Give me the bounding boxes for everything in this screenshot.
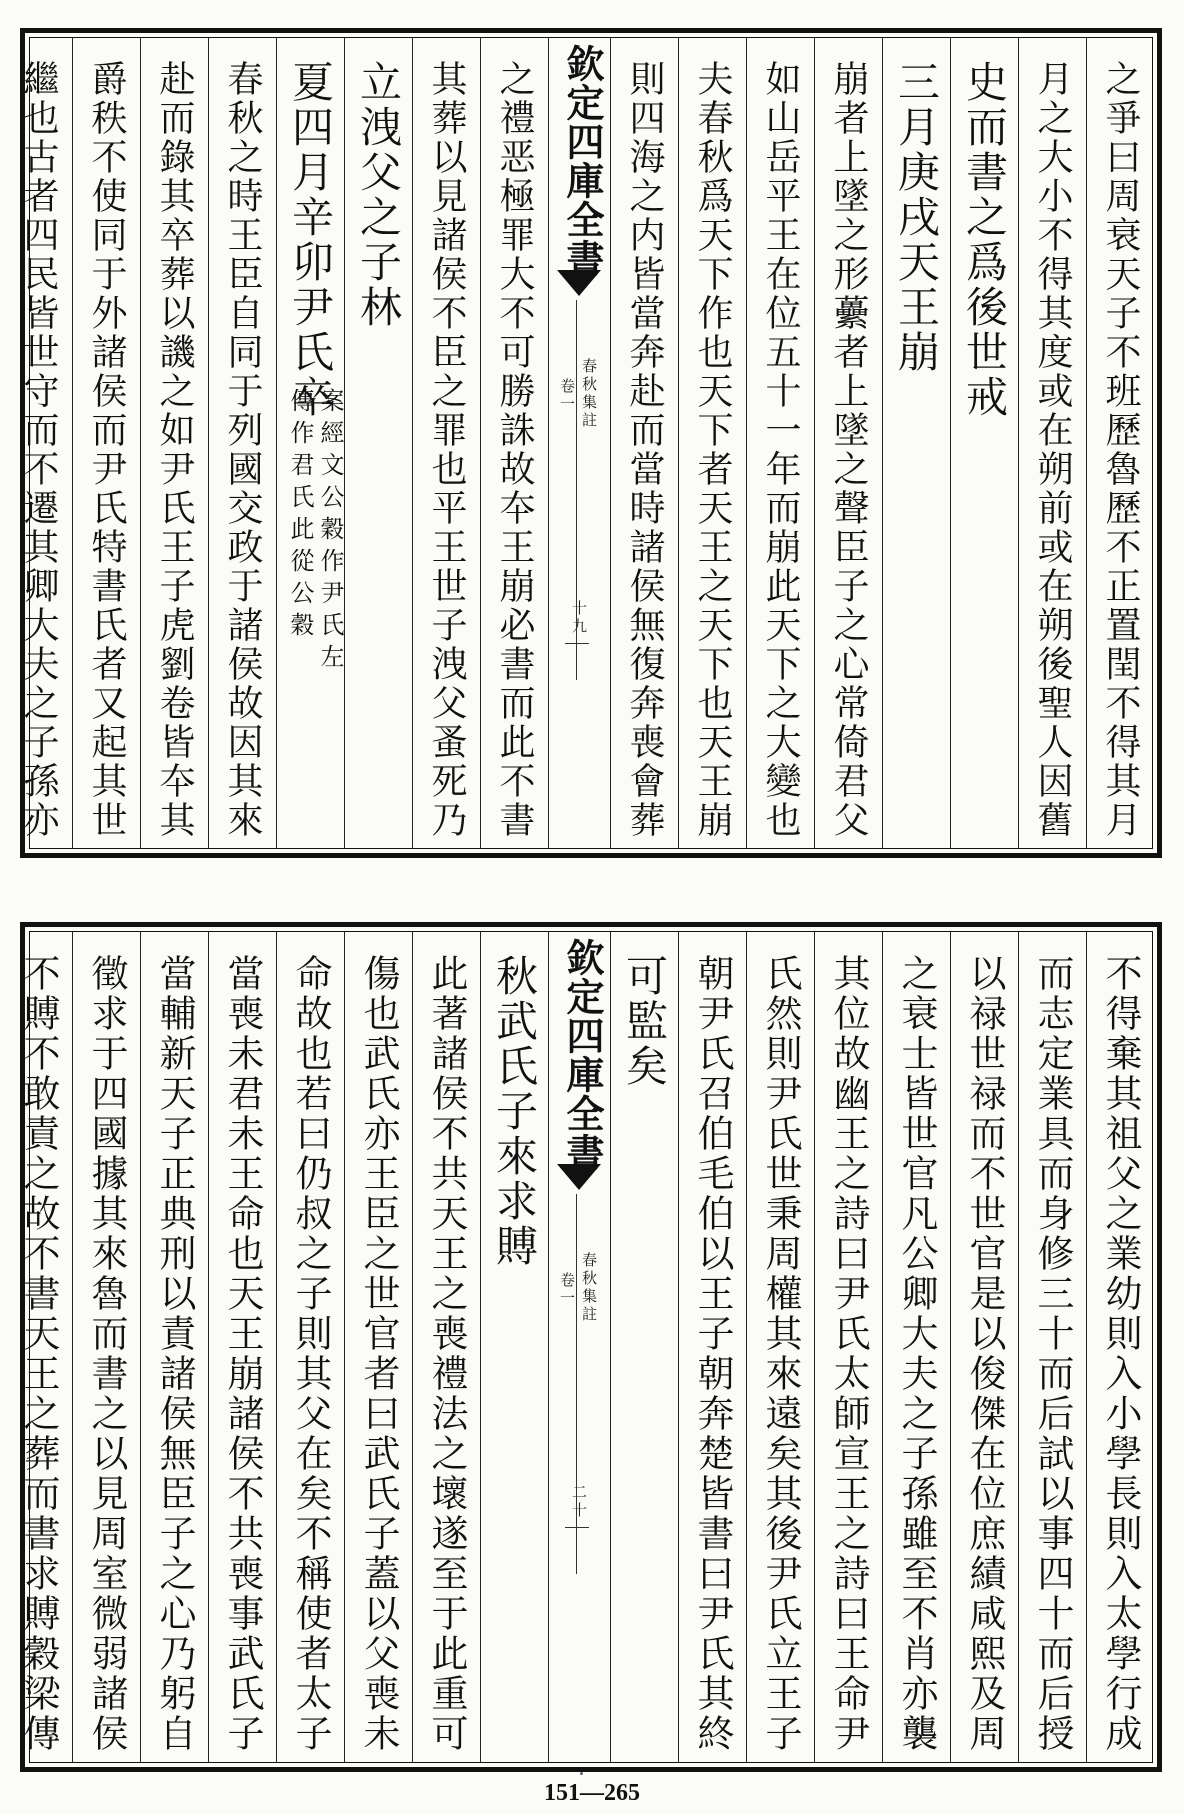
column-text: 之禮恶極罪大不可勝誅故夲王崩必書而此不書 <box>494 60 535 840</box>
column-text: 夫春秋爲天下作也天下者天王之天下也天王崩 <box>692 60 733 840</box>
fishtail-mark-icon <box>557 1164 601 1194</box>
text-column <box>72 38 140 848</box>
column-text: 三月庚戌天王崩 <box>892 60 941 375</box>
column-text: 當輔新天子正典刑以責諸侯無臣子之心乃躬自 <box>153 954 196 1754</box>
text-column <box>344 932 412 1762</box>
text-column <box>140 38 208 848</box>
column-text: 而志定業具而身修三十而后試以事四十而后授 <box>1031 954 1074 1754</box>
column-text: 之爭曰周衰天子不班歷魯歷不正置閏不得其月 <box>1100 60 1141 840</box>
column-text: 秋武氏子來求賻 <box>490 954 539 1269</box>
column-text: 之衰士皆世官凡公卿大夫之子孫雖至不肖亦襲 <box>895 954 938 1754</box>
leaf-number: 二十 <box>570 1484 588 1520</box>
top-page <box>20 28 1162 858</box>
text-column <box>814 932 882 1762</box>
column-text: 月之大小不得其度或在朔前或在朔後聖人因舊 <box>1032 60 1073 840</box>
column-text: 繼也古者四民皆世守而不遷其卿大夫之子孫亦 <box>18 60 59 840</box>
collection-title: 欽定四庫全書 <box>560 44 605 278</box>
leaf-number: 十九 <box>570 600 588 636</box>
column-text: 赴而錄其卒葬以譏之如尹氏王子虎劉卷皆夲其 <box>154 60 195 840</box>
column-text: 徵求于四國據其來魯而書之以見周室微弱諸侯 <box>85 954 128 1754</box>
column-text: 命故也若曰仍叔之子則其父在矣不稱使者太子 <box>289 954 332 1754</box>
column-text: 史而書之爲後世戒 <box>960 60 1009 420</box>
text-column-with-note <box>276 38 344 848</box>
text-column <box>208 932 276 1762</box>
column-text: 其位故幽王之詩曰尹氏太師宣王之詩曰王命尹 <box>827 954 870 1754</box>
column-text: 崩者上墜之形虆者上墜之聲臣子之心常倚君父 <box>828 60 869 840</box>
center-fold <box>548 932 610 1762</box>
text-column <box>746 38 814 848</box>
text-column <box>480 932 548 1762</box>
leaf-rule <box>565 643 589 644</box>
text-column <box>610 38 678 848</box>
text-column <box>1018 932 1086 1762</box>
text-column <box>678 932 746 1762</box>
column-text: 立洩父之子林 <box>354 60 403 330</box>
column-text: 傷也武氏亦王臣之世官者曰武氏子蓋以父喪未 <box>357 954 400 1754</box>
leaf-rule <box>565 1527 589 1528</box>
bottom-page-frame <box>17 931 1153 1763</box>
column-text: 當喪未君未王命也天王崩諸侯不共喪事武氏子 <box>221 954 264 1754</box>
column-text: 夏四月辛卯尹氏卒 <box>286 60 335 420</box>
volume-label: 卷一 <box>558 1272 576 1308</box>
text-column <box>276 932 344 1762</box>
text-column <box>746 932 814 1762</box>
text-column <box>882 932 950 1762</box>
text-column <box>882 38 950 848</box>
column-text: 春秋之時王臣自同于列國交政于諸侯故因其來 <box>222 60 263 840</box>
top-page-frame <box>18 37 1153 849</box>
column-text: 氏然則尹氏世秉周權其來遠矣其後尹氏立王子 <box>759 954 802 1754</box>
text-column <box>1086 38 1154 848</box>
text-column <box>412 38 480 848</box>
column-text: 則四海之内皆當奔赴而當時諸侯無復奔喪會葬 <box>624 60 665 840</box>
column-text: 爵秩不使同于外諸侯而尹氏特書氏者又起其世 <box>86 60 127 840</box>
fishtail-mark-icon <box>557 270 601 300</box>
bottom-page <box>17 922 1162 1772</box>
collection-title: 欽定四庫全書 <box>560 938 605 1172</box>
text-column <box>950 932 1018 1762</box>
text-column <box>4 932 72 1762</box>
commentary-note <box>277 388 343 838</box>
text-column <box>140 932 208 1762</box>
text-column <box>480 38 548 848</box>
text-column <box>1086 932 1154 1762</box>
text-column <box>344 38 412 848</box>
note-line: 傳作君氏此從公穀 <box>286 388 314 644</box>
text-column <box>814 38 882 848</box>
book-name: 春秋集註 <box>580 1252 598 1324</box>
text-column <box>1018 38 1086 848</box>
column-text: 可監矣 <box>620 954 669 1089</box>
column-text: 其葬以見諸侯不臣之罪也平王世子洩父蚤死乃 <box>426 60 467 840</box>
column-text: 不得棄其祖父之業幼則入小學長則入太學行成 <box>1099 954 1142 1754</box>
column-text: 朝尹氏召伯毛伯以王子朝奔楚皆書曰尹氏其終 <box>691 954 734 1754</box>
column-text: 不賻不敢責之故不書天王之葬而書求賻穀梁傳 <box>17 954 60 1754</box>
text-column <box>412 932 480 1762</box>
column-text: 以禄世禄而不世官是以俊傑在位庶績咸熙及周 <box>963 954 1006 1754</box>
center-fold <box>548 38 610 848</box>
text-column <box>72 932 140 1762</box>
text-column <box>678 38 746 848</box>
text-column <box>610 932 678 1762</box>
note-line: 案經文公穀作尹氏左 <box>316 388 344 676</box>
text-column <box>4 38 72 848</box>
top-columns <box>18 38 1152 848</box>
column-text: 如山岳平王在位五十一年而崩此天下之大變也 <box>760 60 801 840</box>
text-column <box>950 38 1018 848</box>
volume-label: 卷一 <box>558 378 576 414</box>
column-text: 此著諸侯不共天王之喪禮法之壞遂至于此重可 <box>425 954 468 1754</box>
text-column <box>208 38 276 848</box>
bottom-columns <box>17 932 1152 1762</box>
speck-mark <box>580 1772 583 1775</box>
book-name: 春秋集註 <box>580 358 598 430</box>
page-number: 151—265 <box>544 1780 640 1806</box>
